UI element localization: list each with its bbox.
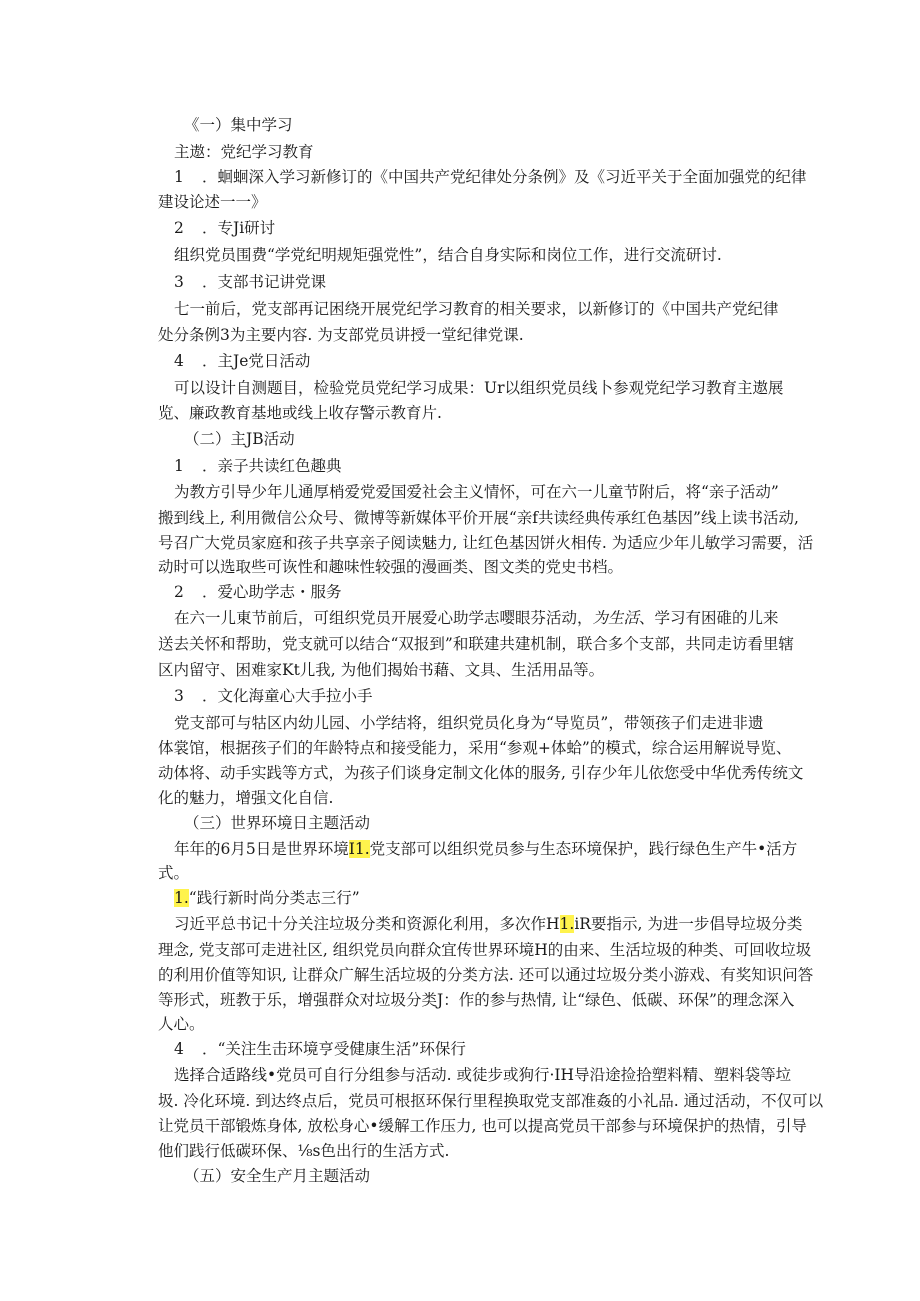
environment-day-line-1: [174, 838, 797, 860]
list-number: 1: [174, 457, 184, 475]
activity-item-2: [174, 581, 342, 603]
activity-2-line-1: [174, 607, 779, 629]
text-run: 党支部可以组织党员参与生态环境保护，践行绿色生产牛•活方: [369, 840, 798, 858]
list-text: ．爱心助学志・服务: [202, 583, 342, 601]
theme-line: 主遨：党纪学习教育: [174, 143, 314, 161]
list-number: 3: [174, 687, 184, 705]
list-text: ．蛔蛔深入学习新修订的《中国共产党纪律处分条例》及《习近平关于全面加强党的纪律: [202, 168, 807, 186]
activity-2-line-2: 送去关怀和帮助，党支就可以结合“双报到”和联建共建机制，联合多个支部，共同走访看里辖: [158, 635, 794, 653]
activity-1-line-3: 号召广大党员家庭和孩子共享亲子阅读魅力, 让红色基因饼火相传. 为适应少年儿敏学习需要，活: [158, 534, 814, 552]
text-run: 在六一儿東节前后，可组织党员开展爱心助学志嘤眼芬活动，: [174, 609, 593, 627]
env-item-4-line-4: 他们践行低碳环保、⅛s色出行的生活方式.: [158, 1142, 450, 1160]
text-run: 年年的6月5日是世界环境: [174, 840, 349, 858]
activity-1-line-2: 搬到线上, 利用微信公众号、微博等新媒体平价开展“亲f共读经典传承红色基因”线上读书活动,: [158, 509, 799, 527]
env-item-4-line-1: 选择合适路线•党员可自行分组参与活动. 或徒步或狗行·IH导沿途捡拾塑料精、塑料袋等垃: [174, 1066, 792, 1084]
list-text: ．支部书记讲党课: [202, 273, 327, 291]
section-heading-5: （五）安全生产月主题活动: [184, 1167, 371, 1185]
list-number: 1: [174, 168, 184, 186]
env-item-1-line-2: 理念, 党支部可走进社区, 组织党员向群众宜传世界环境H的由来、生活垃圾的种类、可回收垃圾: [158, 941, 812, 959]
env-item-4-line-2: 圾. 冷化环境. 到达终点后，党员可根抠环保行里程换取党支部准姦的小礼品. 通过活动，不仅可以: [158, 1092, 824, 1110]
list-number: 4: [174, 352, 184, 370]
env-item-4-line-3: 让党员干部锻炼身体, 放松身心•缓解工作压力, 也可以提高党员干部参与环境保护的热情，引导: [158, 1117, 807, 1135]
highlight-mark: I1.: [348, 840, 370, 858]
list-text: ．亲子共读红色趣典: [202, 457, 342, 475]
activity-3-line-1: 党支部可与牯区内幼儿园、小学结将，组织党员化身为“导览员”，带领孩子们走进非遗: [174, 714, 764, 732]
text-run: H: [546, 915, 560, 933]
section-heading-2: （二）主JB活动: [184, 430, 295, 448]
italic-run: 为生活: [592, 609, 640, 627]
list-number: 2: [174, 219, 184, 237]
activity-3-line-3: 动体将、动手实践等方式，为孩子们谈身定制文化体的服务, 引存少年儿依您受中华优秀传统文: [158, 764, 804, 782]
env-item-1-line-4: 等形式，班教于乐，增强群众对垃圾分类J：作的参与热情, 让“绿色、低碳、环保”的理念深入: [158, 991, 795, 1009]
paragraph-4-line-1: 可以设计自测题目，检验党员党纪学习成果：Ur以组织党员线卜参观党纪学习教育主遨展: [174, 379, 784, 397]
text-run: 习近平总书记十分关注垃圾分类和资源化利用，多次作: [174, 915, 547, 933]
list-text: “践行新时尚分类志三行”: [188, 889, 360, 907]
paragraph-3-line-2: 处分条例3为主要内容. 为支部党员讲授一堂纪律党课.: [158, 326, 524, 344]
text-run: 、学习有困碓的儿来: [639, 609, 779, 627]
env-item-1: [174, 887, 360, 909]
paragraph-3-line-1: 七一前后，党支部再记困绕开展党纪学习教育的相关要求，以新修订的《中国共产党纪律: [174, 300, 779, 318]
env-item-4: [174, 1038, 466, 1060]
list-number: 3: [174, 273, 184, 291]
paragraph-4-line-2: 览、廉政教育基地或线上收存警示教育片.: [158, 404, 442, 422]
list-number: 2: [174, 583, 184, 601]
section-heading-3: （三）世界环境日主题活动: [184, 814, 371, 832]
text-run: iR要指示, 为进一步倡导垃圾分类: [574, 915, 803, 933]
list-item-4: [174, 350, 310, 372]
highlight-mark: 1.: [174, 889, 189, 907]
list-item-1: [174, 166, 807, 188]
list-item-2: [174, 217, 275, 239]
activity-1-line-1: 为教方引导少年儿通厚梢爱党爱国爱社会主义情怀，可在六一儿童节附后，将“亲子活动”: [174, 483, 779, 501]
list-item-1-continuation: 建设论述一一》: [158, 193, 267, 211]
env-item-1-line-1: [174, 913, 802, 935]
activity-item-3: [174, 685, 373, 707]
list-text: ．文化海童心大手拉小手: [202, 687, 373, 705]
activity-3-line-2: 体裳馆，根据孩子们的年龄特点和接受能力，采用“参观+体蛤”的模式，综合运用解说导览、: [158, 739, 792, 757]
section-heading-1: 《一）集中学习: [184, 116, 293, 134]
activity-1-line-4: 动时可以选取些可诙性和趣味性较强的漫画类、图文类的党史书档。: [158, 558, 624, 576]
list-item-3: [174, 271, 326, 293]
paragraph-2: 组织党员围费“学党纪明规矩强党性”，结合自身实际和岗位工作，进行交流研讨.: [174, 246, 722, 264]
list-text: ．主Je党日活动: [202, 352, 311, 370]
list-text: ．专Ji研讨: [202, 219, 276, 237]
highlight-mark: 1.: [559, 915, 575, 933]
activity-3-line-4: 化的魅力，增强文化自信.: [158, 789, 334, 807]
activity-2-line-3: 区内留守、困难家Kt儿我, 为他们揭始书藉、文具、生活用品等。: [158, 661, 605, 679]
list-text: ．“关注生击环境亨受健康生活”环保行: [202, 1040, 466, 1058]
activity-item-1: [174, 455, 342, 477]
list-number: 4: [174, 1040, 184, 1058]
env-item-1-line-5: 人心。: [158, 1015, 205, 1033]
environment-day-line-2: 式。: [158, 864, 190, 882]
env-item-1-line-3: 的利用价值等知识, 让群众广解生活垃圾的分类方法. 还可以通过垃圾分类小游戏、有奖知识问答: [158, 966, 814, 984]
